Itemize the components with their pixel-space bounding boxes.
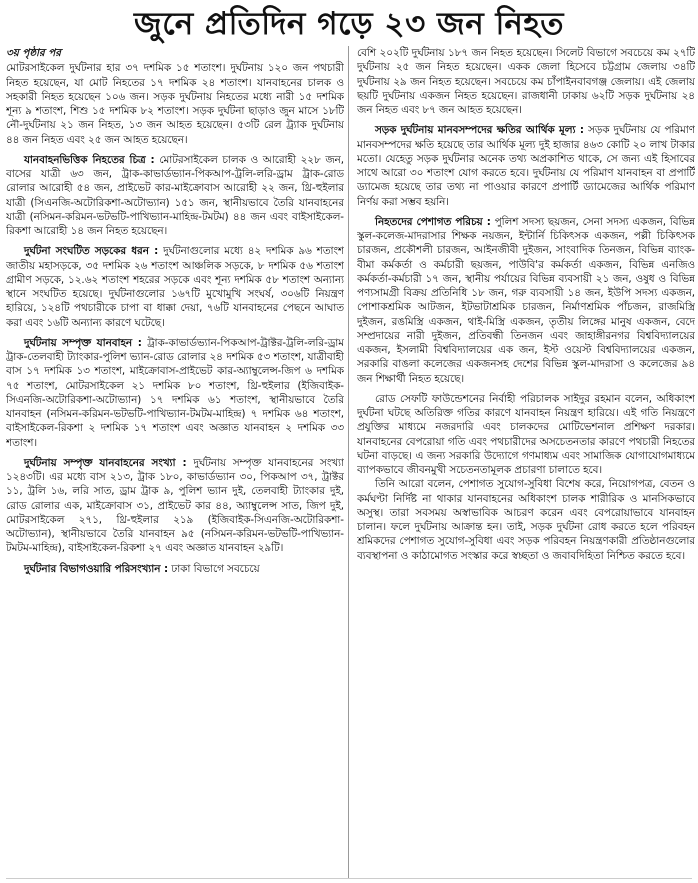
- paragraph: রোড সেফটি ফাউন্ডেশনের নির্বাহী পরিচালক সাইদুর রহমান বলেন, অধিকাংশ দুর্ঘটনা ঘটছে অতিরিক্ত গতির কারণে যানবাহন নিয়ন্ত্রণ হারিয়ে। এই গতি নিয়ন্ত্রণে প্রযুক্তির মাধ্যমে নজরদারি এবং চালকদের মোটিভেশনাল প্রশিক্ষণ দরকার। যানবাহনের বেপরোয়া গতি এবং পথচারীদের অসচেতনতার কারণে পথচারী নিহতের ঘটনা বাড়ছে। এ জন্য সরকারি উদ্যোগে গণমাধ্যম এবং সামাজিক যোগাযোগমাধ্যমে ব্যাপকভাবে জীবনমুখী সচেতনতামূলক প্রচারণা চালাতে হবে।: [357, 392, 695, 476]
- paragraph: বেশি ২০২টি দুর্ঘটনায় ১৮৭ জন নিহত হয়েছেন। সিলেট বিভাগে সবচেয়ে কম ২৭টি দুর্ঘটনায় ২৫ জন নিহত হয়েছেন। একক জেলা হিসেবে চট্টগ্রাম জেলায় ৩৪টি দুর্ঘটনায় ২৯ জন নিহত হয়েছেন। সবচেয়ে কম চাঁপাইনবাবগঞ্জ জেলায়। এই জেলায় ছয়টি দুর্ঘটনায় একজন নিহত হয়েছেন। রাজধানী ঢাকায় ৬২টি সড়ক দুর্ঘটনায় ২৪ জন নিহত এবং ৮৭ জন আহত হয়েছেন।: [357, 47, 695, 116]
- section-paragraph: [6, 244, 344, 330]
- paragraph-text: ট্রাক-কাভার্ডভ্যান-পিকআপ-ট্রাক্টর-ট্রলি-লরি-ড্রাম ট্রাক-তেলবাহী ট্যাংকার-পুলিশ ভ্যান-রোড রোলার ২৪ দশমিক ৫৩ শতাংশ, যাত্রীবাহী বাস ১৭ দশমিক ১৩ শতাংশ, মাইক্রোবাস-প্রাইভেট কার-অ্যাম্বুলেন্স-জিপ ৬ দশমিক ৭৫ শতাংশ, মোটরসাইকেল ২১ দশমিক ৮০ শতাংশ, থ্রি-হুইলার (ইজিবাইক-সিএনজি-অটোরিকশা-অটোভ্যান) ১৭ দশমিক ৬১ শতাংশ, স্থানীয়ভাবে তৈরি যানবাহন (নসিমন-করিমন-ভটভটি-পাখিভ্যান-টমটম-মাহিন্দ্র) ৭ দশমিক ৬৪ শতাংশ, বাইসাইকেল-রিকশা ২ দশমিক ১৭ শতাংশ এবং অজ্ঞাত যানবাহন ২ দশমিক ৩৩ শতাংশ।: [6, 336, 344, 449]
- subheading: নিহতদের পেশাগত পরিচয় :: [375, 215, 491, 228]
- paragraph-text: দুর্ঘটনায় সম্পৃক্ত যানবাহনের সংখ্যা ১২৪৩টি। এর মধ্যে বাস ২১৩, ট্রাক ১৮০, কাভার্ডভ্যান ৩০, পিকআপ ৩৭, ট্রাক্টর ১১, ট্রলি ১৬, লরি সাত, ড্রাম ট্রাক ৯, পুলিশ ভ্যান দুই, তেলবাহী ট্যাংকার দুই, রোড রোলার এক, মাইক্রোবাস ৩১, প্রাইভেট কার ৪৪, অ্যাম্বুলেন্স সাত, জিপ দুই, মোটরসাইকেল ২৭১, থ্রি-হুইলার ২১৯ (ইজিবাইক-সিএনজি-অটোরিকশা-অটোভ্যান), স্থানীয়ভাবে তৈরি যানবাহন ৯৫ (নসিমন-করিমন-ভটভটি-পাখিভ্যান-টমটম-মাহিন্দ্র), বাইসাইকেল-রিকশা ২৭ এবং অজ্ঞাত যানবাহন ২৯টি।: [6, 456, 344, 555]
- subheading: যানবাহনভিত্তিক নিহতের চিত্র :: [24, 153, 155, 166]
- paragraph-text: দুর্ঘটনাগুলোর মধ্যে ৪২ দশমিক ৯৬ শতাংশ জাতীয় মহাসড়কে, ৩৫ দশমিক ২৬ শতাংশ আঞ্চলিক সড়কে, ৮ দশমিক ৫৬ শতাংশ গ্রামীণ সড়কে, ১২.৬২ শতাংশ শহরের সড়কে এবং শূন্য দশমিক ৫৮ শতাংশ অন্যান্য স্থানে সংঘটিত হয়েছে। দুর্ঘটনাগুলোর ১৬৭টি মুখোমুখি সংঘর্ষ, ৩০৬টি নিয়ন্ত্রণ হারিয়ে, ১২৪টি পথচারীকে চাপা বা ধাক্কা দেয়া, ৭৬টি যানবাহনের পেছনে আঘাত করা এবং ১৬টি অন্যান্য কারণে ঘটেছে।: [6, 245, 344, 329]
- article-column-left: [6, 46, 344, 881]
- column-divider: [348, 46, 349, 878]
- section-paragraph: [6, 562, 344, 576]
- bottom-rule: [6, 878, 692, 879]
- section-paragraph: [6, 153, 344, 239]
- paragraph-text: মোটরসাইকেল চালক ও আরোহী ২২৮ জন, বাসের যাত্রী ৬৩ জন, ট্রাক-কাভার্ডভ্যান-পিকআপ-ট্রলি-লরি-ড্রাম ট্রাক-রোড রোলার আরোহী ৫৪ জন, প্রাইভেট কার-মাইক্রোবাস আরোহী ২২ জন, থ্রি-হুইলার যাত্রী (সিএনজি-অটোরিকশা-অটোভ্যান) ১৫১ জন, স্থানীয়ভাবে তৈরি যানবাহনের যাত্রী (নসিমন-করিমন-ভটভটি-পাখিভ্যান-মাহিন্দ্র-টমটম) ৪৪ জন এবং বাইসাইকেল-রিকশা আরোহী ১৪ জন নিহত হয়েছেন।: [6, 153, 344, 237]
- subheading: দুর্ঘটনায় সম্পৃক্ত যানবাহনের সংখ্যা :: [24, 456, 187, 469]
- paragraph: মোটরসাইকেল দুর্ঘটনার হার ৩৭ দশমিক ১৫ শতাংশ। দুর্ঘটনায় ১২০ জন পথচারী নিহত হয়েছেন, যা মোট নিহতের ১৭ দশমিক ২৪ শতাংশ। যানবাহনের চালক ও সহকারী নিহত হয়েছেন ১০৬ জন। সড়ক দুর্ঘটনায় নিহতের মধ্যে নারী ১৫ দশমিক শূন্য ৯ শতাংশ, শিশু ১৫ দশমিক ৮২ শতাংশ। সড়ক দুর্ঘটনা ছাড়াও জুন মাসে ১৮টি নৌ-দুর্ঘটনায় ২১ জন নিহত, ১৩ জন আহত হয়েছেন। ৫৩টি রেল ট্র্যাক দুর্ঘটনায় ৪৪ জন নিহত এবং ২৫ জন আহত হয়েছেন।: [6, 62, 344, 146]
- paragraph-text: ঢাকা বিভাগে সবচেয়ে: [171, 562, 260, 575]
- paragraph-text: পুলিশ সদস্য ছয়জন, সেনা সদস্য একজন, বিভিন্ন স্কুল-কলেজ-মাদরাসার শিক্ষক নয়জন, ইন্টার্নি চিকিৎসক একজন, পল্লী চিকিৎসক চারজন, প্রকৌশলী চারজন, আইনজীবী দুইজন, সাংবাদিক তিনজন, বিভিন্ন ব্যাংক-বীমা কর্মকর্তা ও কর্মচারী ছয়জন, পাউবি'র কর্মকর্তা একজন, বিভিন্ন এনজিও কর্মকর্তা-কর্মচারী ১৭ জন, স্থানীয় পর্যায়ের বিভিন্ন ব্যবসায়ী ২১ জন, ওষুধ ও বিভিন্ন পণ্যসামগ্রী বিক্রয় প্রতিনিধি ১৮ জন, গরু ব্যবসায়ী ১৪ জন, ইউপি সদস্য একজন, পোশাকশ্রমিক আটজন, ইটভাটাশ্রমিক চারজন, নির্মাণশ্রমিক পাঁচজন, রাজমিস্ত্রি দুইজন, রঙমিস্ত্রি একজন, থাই-মিস্ত্রি একজন, তৃতীয় লিঙ্গের মানুষ একজন, বেদে সম্প্রদায়ের নারী দুইজন, প্রতিবন্ধী তিনজন এবং জাহাঙ্গীরনগর বিশ্ববিদ্যালয়ের একজন, ইসলামী বিশ্ববিদ্যালয়ের এক জন, ইস্ট ওয়েস্ট বিশ্ববিদ্যালয়ের একজন, সরকারি বাঙলা কলেজের একজনসহ দেশের বিভিন্ন স্কুল-মাদরাসা ও কলেজের ৯৪ জন শিক্ষার্থী নিহত হয়েছে।: [357, 215, 695, 385]
- headline: জুনে প্রতিদিন গড়ে ২৩ জন নিহত: [134, 6, 564, 42]
- subheading: দুর্ঘটনায় সম্পৃক্ত যানবাহন :: [24, 336, 142, 349]
- article-column-right: [357, 46, 695, 881]
- paragraph: তিনি আরো বলেন, পেশাগত সুযোগ-সুবিধা বিশেষ করে, নিয়োগপত্র, বেতন ও কর্মঘণ্টা নির্দিষ্ট না থাকার যানবাহনের অধিকাংশ চালক শারীরিক ও মানসিকভাবে অসুস্থ। তারা সবসময় অস্বাভাবিক আচরণ করেন এবং বেপরোয়াভাবে যানবাহন চালান। ফলে দুর্ঘটনায় আক্রান্ত হন। তাই, সড়ক দুর্ঘটনা রোধ করতে হলে পরিবহন শ্রমিকদের পেশাগত সুযোগ-সুবিধা এবং সড়ক পরিবহন নিয়ন্ত্রণকারী প্রতিষ্ঠানগুলোর ব্যবস্থাপনা ও কাঠামোগত সংস্কার করে স্বচ্ছতা ও জবাবদিহিতা নিশ্চিত করতে হবে।: [357, 478, 695, 562]
- section-paragraph: [6, 336, 344, 450]
- continued-from-label: ৩য় পৃষ্ঠার পর: [6, 47, 61, 59]
- subheading: দুর্ঘটনা সংঘটিত সড়কের ধরন :: [24, 245, 159, 258]
- section-paragraph: [357, 215, 695, 386]
- subheading: সড়ক দুর্ঘটনায় মানবসম্পদের ক্ষতির আর্থিক মূল্য :: [375, 124, 584, 137]
- section-paragraph: [357, 123, 695, 209]
- subheading: দুর্ঘটনার বিভাগওয়ারি পরিসংখ্যান :: [24, 562, 169, 575]
- section-paragraph: [6, 456, 344, 556]
- paragraph-text: সড়ক দুর্ঘটনায় যে পরিমাণ মানবসম্পদের ক্ষতি হয়েছে তার আর্থিক মূল্য দুই হাজার ৪৬৩ কোটি ২০ লাখ টাকার মতো। যেহেতু সড়ক দুর্ঘটনার অনেক তথ্য অপ্রকাশিত থাকে, সে জন্য এই হিসাবের সাথে আরো ৩০ শতাংশ যোগ করতে হবে। দুর্ঘটনায় যে পরিমাণ যানবাহন বা প্রপার্টি ড্যামেজ হয়েছে তার তথ্য না পাওয়ার কারণে প্রপার্টি ড্যামেজের আর্থিক পরিমাণ নির্ণয় করা সম্ভব হয়নি।: [357, 124, 695, 208]
